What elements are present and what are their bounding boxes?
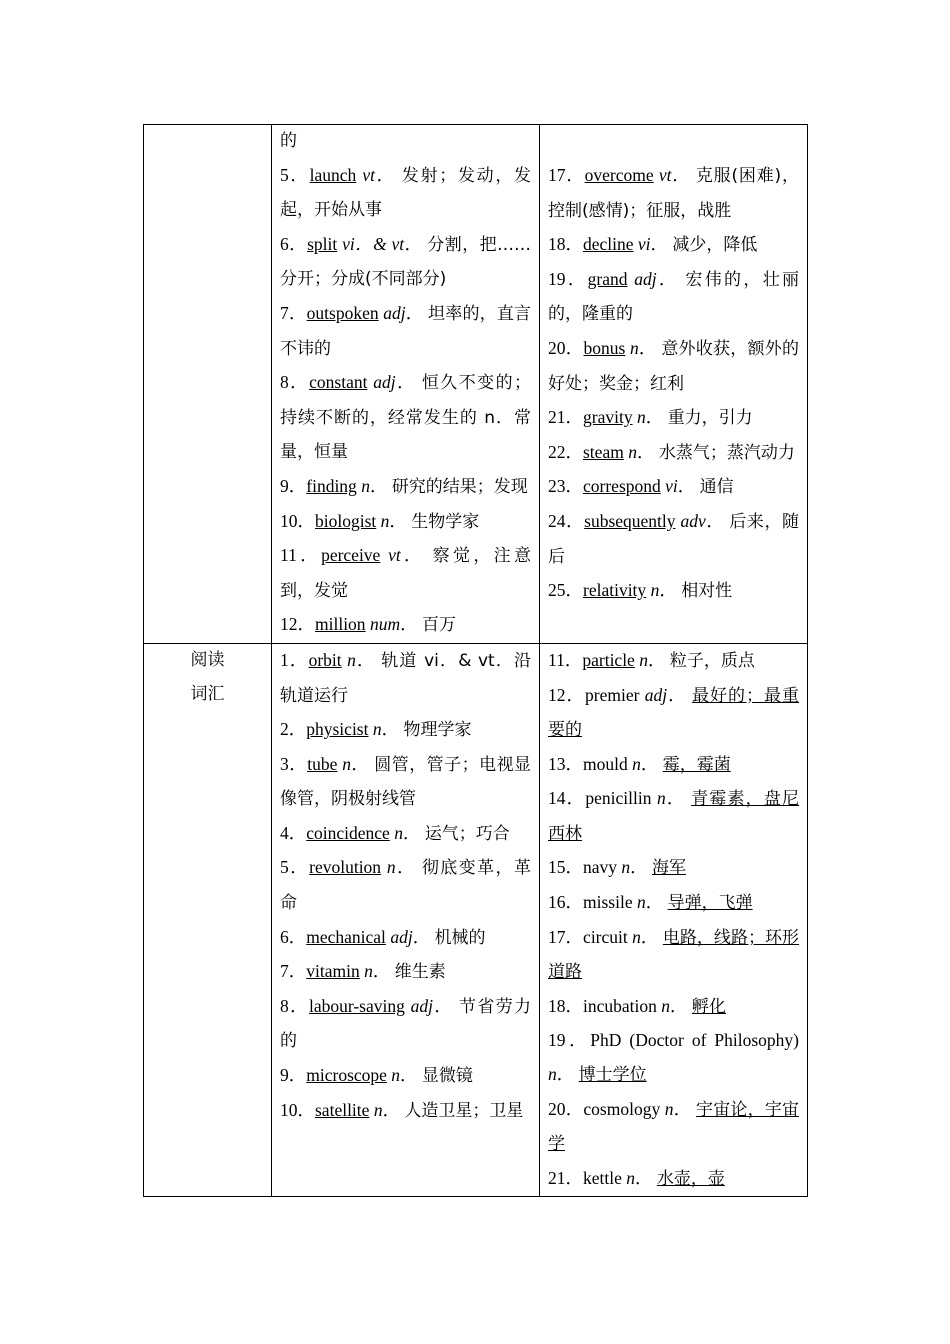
vocab-entry: 2．physicist n． 物理学家 xyxy=(280,719,472,741)
entry-part-of-speech: n xyxy=(380,510,390,531)
entry-word: steam xyxy=(583,441,624,462)
vocab-entry: 19．PhD (Doctor of Philosophy) n． 博士学位 xyxy=(548,1030,799,1086)
entry-meaning: 恒久不变的；持续不断的，经常发生的 n．常量，恒量 xyxy=(280,373,532,463)
entry-meaning: 水蒸气；蒸汽动力 xyxy=(658,442,795,463)
entry-part-of-speech: n xyxy=(372,719,382,740)
entry-number: 8． xyxy=(280,372,310,393)
vocab-entry: 25．relativity n． 相对性 xyxy=(548,580,733,602)
entry-part-of-speech: n xyxy=(628,441,637,462)
entry-meaning: 意外收获，额外的好处；奖金；红利 xyxy=(548,338,800,394)
entry-number: 19． xyxy=(548,268,588,289)
vocab-entry: 9．finding n． 研究的结果；发现 xyxy=(280,475,528,497)
entry-part-of-speech: n xyxy=(661,995,670,1016)
entry-word: kettle xyxy=(583,1167,622,1188)
entry-number: 19． xyxy=(548,1030,591,1051)
entry-part-of-speech: n xyxy=(391,1065,401,1086)
vocab-entry: 6．mechanical adj． 机械的 xyxy=(280,926,486,948)
vocab-entry: 12．premier adj． 最好的；最重要的 xyxy=(548,684,800,741)
vocab-entry: 16．missile n． 导弹，飞弹 xyxy=(548,892,753,914)
entry-number: 6． xyxy=(280,926,307,947)
entry-number: 12． xyxy=(548,684,585,705)
table-row xyxy=(144,643,808,1197)
entry-word: mould xyxy=(583,753,628,774)
entry-word: grand xyxy=(587,268,628,289)
entry-meaning: 博士学位 xyxy=(578,1065,647,1086)
entry-part-of-speech: vi．& vt xyxy=(342,233,405,254)
vocab-entry: 12．million num． 百万 xyxy=(280,614,456,636)
continued-text: 的 xyxy=(280,131,297,151)
entry-number: 3． xyxy=(280,753,308,774)
right-column-cell xyxy=(540,125,808,644)
entry-number: 6． xyxy=(280,233,308,254)
vocab-entry: 23．correspond vi． 通信 xyxy=(548,476,734,498)
entry-meaning: 最好的；最重要的 xyxy=(548,685,800,741)
entry-part-of-speech: n xyxy=(373,1099,383,1120)
vocab-entry: 19．grand adj． 宏伟的，壮丽的，隆重的 xyxy=(548,268,800,325)
entry-part-of-speech: n xyxy=(657,788,666,809)
vocab-entry: 3．tube n． 圆管，管子；电视显像管，阴极射线管 xyxy=(280,753,532,810)
entry-word: bonus xyxy=(583,337,626,358)
entry-number: 15． xyxy=(548,857,583,878)
vocab-entry: 21．gravity n． 重力，引力 xyxy=(548,407,753,429)
entry-meaning: 生物学家 xyxy=(411,511,480,532)
entry-word: split xyxy=(307,233,338,254)
entry-meaning: 发射；发动，发起，开始从事 xyxy=(280,165,532,221)
entry-part-of-speech: n xyxy=(361,475,370,496)
entry-word: subsequently xyxy=(584,510,676,531)
table-row xyxy=(144,125,808,644)
entry-meaning: 导弹，飞弹 xyxy=(667,893,753,914)
entry-part-of-speech: adj xyxy=(644,684,668,705)
entry-meaning: 海军 xyxy=(652,858,687,879)
entry-number: 8． xyxy=(280,995,309,1016)
entry-number: 25． xyxy=(548,580,583,601)
vocab-entry: 8．labour-saving adj． 节省劳力的 xyxy=(280,995,532,1052)
entry-word: particle xyxy=(582,649,635,670)
entry-word: launch xyxy=(309,164,357,185)
entry-word: PhD (Doctor of Philosophy) xyxy=(590,1030,799,1051)
entry-part-of-speech: n xyxy=(639,649,648,670)
entry-word: outspoken xyxy=(306,302,379,323)
entry-number: 13． xyxy=(548,753,583,774)
entry-word: finding xyxy=(306,475,357,496)
entry-word: relativity xyxy=(583,580,647,601)
vocab-entry: 6．split vi．& vt． 分割，把……分开；分成(不同部分) xyxy=(280,233,532,290)
entry-word: orbit xyxy=(308,649,342,670)
entry-part-of-speech: vi xyxy=(637,234,651,255)
entry-number: 11． xyxy=(280,545,322,566)
entry-meaning: 察觉，注意到，发觉 xyxy=(280,546,532,601)
entry-part-of-speech: n xyxy=(342,753,351,774)
vocab-entry: 4．coincidence n． 运气；巧合 xyxy=(280,822,510,844)
vocab-entry: 18．incubation n． 孵化 xyxy=(548,995,726,1017)
vocab-entry: 1．orbit n． 轨道 vi．& vt．沿轨道运行 xyxy=(280,649,532,706)
entry-meaning: 粒子，质点 xyxy=(669,650,755,671)
entry-number: 7． xyxy=(280,961,307,982)
entry-number: 20． xyxy=(548,1098,584,1119)
entry-number: 11． xyxy=(548,649,583,670)
entry-part-of-speech: n xyxy=(626,1167,635,1188)
entry-part-of-speech: vt xyxy=(388,545,401,566)
entry-part-of-speech: adj xyxy=(410,995,433,1016)
entry-meaning: 克服(困难)，控制(感情)；征服，战胜 xyxy=(548,166,800,221)
entry-meaning: 人造卫星；卫星 xyxy=(404,1100,524,1121)
entry-word: decline xyxy=(583,234,634,255)
entry-number: 14． xyxy=(548,788,586,809)
entry-part-of-speech: n xyxy=(632,926,641,947)
entry-part-of-speech: n xyxy=(347,649,356,670)
category-cell xyxy=(144,643,272,1197)
left-column-cell xyxy=(272,125,540,644)
entry-meaning: 通信 xyxy=(699,477,734,498)
entry-number: 20． xyxy=(548,337,584,358)
entry-word: gravity xyxy=(583,407,633,428)
entry-meaning: 孵化 xyxy=(691,996,726,1017)
entry-meaning: 电路，线路；环形道路 xyxy=(548,927,800,983)
entry-part-of-speech: adj xyxy=(373,372,396,393)
entry-meaning: 宇宙论，宇宙学 xyxy=(548,1099,800,1155)
vocab-entry: 17．circuit n． 电路，线路；环形道路 xyxy=(548,926,800,983)
vocab-entry: 20．cosmology n． 宇宙论，宇宙学 xyxy=(548,1098,800,1155)
entry-meaning: 节省劳力的 xyxy=(280,996,532,1052)
entry-meaning: 运气；巧合 xyxy=(424,823,510,844)
entry-meaning: 霉，霉菌 xyxy=(662,754,731,775)
entry-number: 2． xyxy=(280,719,307,740)
vocab-entry: 15．navy n． 海军 xyxy=(548,857,687,879)
entry-number: 5． xyxy=(280,857,310,878)
entry-meaning: 水壶，壶 xyxy=(656,1168,725,1189)
entry-meaning: 物理学家 xyxy=(403,720,472,741)
entry-part-of-speech: adj xyxy=(634,268,657,289)
entry-word: satellite xyxy=(315,1099,370,1120)
category-cell xyxy=(144,125,272,644)
entry-number: 10． xyxy=(280,510,315,531)
entry-meaning: 圆管，管子；电视显像管，阴极射线管 xyxy=(280,754,532,810)
entry-part-of-speech: num xyxy=(369,614,401,635)
entry-number: 9． xyxy=(280,475,307,496)
entry-part-of-speech: vt xyxy=(658,165,672,185)
entry-number: 21． xyxy=(548,1167,583,1188)
entry-meaning: 坦率的，直言不讳的 xyxy=(280,303,532,359)
entry-word: circuit xyxy=(583,926,628,947)
vocab-entry: 20．bonus n． 意外收获，额外的好处；奖金；红利 xyxy=(548,337,800,394)
entry-number: 16． xyxy=(548,892,583,913)
right-column-cell xyxy=(540,643,808,1197)
entry-word: labour-saving xyxy=(308,995,405,1016)
vocab-entry: 21．kettle n． 水壶，壶 xyxy=(548,1167,725,1189)
entry-meaning: 青霉素，盘尼西林 xyxy=(548,789,799,844)
entry-meaning: 显微镜 xyxy=(421,1066,473,1087)
entry-number: 22． xyxy=(548,441,583,462)
entry-part-of-speech: adj xyxy=(383,302,406,323)
entry-part-of-speech: n xyxy=(629,337,639,358)
entry-word: perceive xyxy=(321,545,381,566)
entry-part-of-speech: n xyxy=(394,822,403,843)
entry-number: 17． xyxy=(548,926,584,947)
entry-meaning: 重力，引力 xyxy=(667,408,753,429)
entry-word: vitamin xyxy=(306,961,360,982)
entry-word: revolution xyxy=(309,857,382,878)
entry-part-of-speech: vi xyxy=(665,476,678,497)
entry-meaning: 百万 xyxy=(421,615,456,636)
entry-word: microscope xyxy=(306,1065,387,1086)
vocab-entry: 17．overcome vt． 克服(困难)，控制(感情)；征服，战胜 xyxy=(548,165,800,221)
entry-number: 21． xyxy=(548,407,583,428)
entry-word: million xyxy=(315,614,366,635)
vocab-entry: 7．vitamin n． 维生素 xyxy=(280,961,446,983)
entry-word: overcome xyxy=(584,165,654,185)
entry-part-of-speech: n xyxy=(664,1098,674,1119)
entry-word: cosmology xyxy=(583,1098,661,1119)
entry-word: tube xyxy=(307,753,338,774)
entry-meaning: 宏伟的，壮丽的，隆重的 xyxy=(548,269,800,325)
entry-meaning: 机械的 xyxy=(434,927,486,948)
entry-part-of-speech: n xyxy=(386,857,396,878)
vocab-entry: 7．outspoken adj． 坦率的，直言不讳的 xyxy=(280,302,532,359)
entry-word: incubation xyxy=(583,995,657,1016)
entry-number: 4． xyxy=(280,822,307,843)
entry-part-of-speech: n xyxy=(636,407,646,428)
entry-number: 5． xyxy=(280,164,310,185)
entry-meaning: 研究的结果；发现 xyxy=(391,476,528,497)
left-column-cell xyxy=(272,643,540,1197)
entry-word: premier xyxy=(585,684,640,705)
vocabulary-table xyxy=(143,124,808,1197)
entry-number: 9． xyxy=(280,1065,307,1086)
entry-word: mechanical xyxy=(306,926,386,947)
vocab-entry: 11．particle n． 粒子，质点 xyxy=(548,649,755,671)
entry-number: 18． xyxy=(548,234,583,255)
vocab-entry: 10．satellite n． 人造卫星；卫星 xyxy=(280,1099,524,1121)
vocab-entry: 5．launch vt． 发射；发动，发起，开始从事 xyxy=(280,164,532,221)
entry-word: missile xyxy=(583,892,633,913)
category-label: 词汇 xyxy=(190,683,225,704)
entry-word: coincidence xyxy=(306,822,390,843)
vocab-entry: 5．revolution n． 彻底变革，革命 xyxy=(280,857,531,914)
entry-part-of-speech: vt xyxy=(362,164,375,185)
vocab-entry: 14．penicillin n． 青霉素，盘尼西林 xyxy=(548,788,799,844)
entry-part-of-speech: n xyxy=(632,753,641,774)
entry-meaning: 后来，随后 xyxy=(548,511,800,567)
entry-meaning: 维生素 xyxy=(394,962,446,983)
entry-part-of-speech: n xyxy=(636,892,646,913)
entry-number: 18． xyxy=(548,995,583,1016)
entry-meaning: 相对性 xyxy=(681,581,733,602)
vocab-entry: 10．biologist n． 生物学家 xyxy=(280,510,480,532)
entry-word: correspond xyxy=(583,476,661,497)
entry-number: 1． xyxy=(280,649,309,670)
entry-word: physicist xyxy=(306,719,369,740)
entry-part-of-speech: n xyxy=(621,857,631,878)
entry-part-of-speech: adj xyxy=(390,926,413,947)
entry-number: 7． xyxy=(280,302,307,323)
category-label: 阅读 xyxy=(190,649,225,670)
entry-word: penicillin xyxy=(585,788,652,809)
vocab-entry: 11．perceive vt． 察觉，注意到，发觉 xyxy=(280,545,532,601)
entry-number: 10． xyxy=(280,1099,315,1120)
entry-number: 24． xyxy=(548,510,585,531)
entry-meaning: 彻底变革，革命 xyxy=(280,858,531,914)
vocab-entry: 13．mould n． 霉，霉菌 xyxy=(548,753,731,775)
entry-number: 12． xyxy=(280,614,315,635)
entry-meaning: 分割，把……分开；分成(不同部分) xyxy=(280,234,532,290)
vocab-entry: 24．subsequently adv． 后来，随后 xyxy=(548,510,800,567)
entry-part-of-speech: n xyxy=(364,961,373,982)
entry-part-of-speech: n xyxy=(650,580,660,601)
entry-number: 23． xyxy=(548,476,583,497)
entry-word: constant xyxy=(309,372,368,393)
vocab-entry: 8．constant adj． 恒久不变的；持续不断的，经常发生的 n．常量，恒量 xyxy=(280,372,532,463)
vocab-entry: 18．decline vi． 减少，降低 xyxy=(548,234,758,256)
entry-meaning: 减少，降低 xyxy=(672,235,758,256)
vocab-entry: 22．steam n． 水蒸气；蒸汽动力 xyxy=(548,441,795,463)
entry-word: navy xyxy=(583,857,618,878)
entry-part-of-speech: n xyxy=(548,1064,557,1085)
entry-part-of-speech: adv xyxy=(680,510,706,531)
vocab-entry: 9．microscope n． 显微镜 xyxy=(280,1065,473,1087)
entry-word: biologist xyxy=(315,510,377,531)
entry-number: 17． xyxy=(548,165,585,185)
entry-meaning: 轨道 vi．& vt．沿轨道运行 xyxy=(280,650,532,706)
